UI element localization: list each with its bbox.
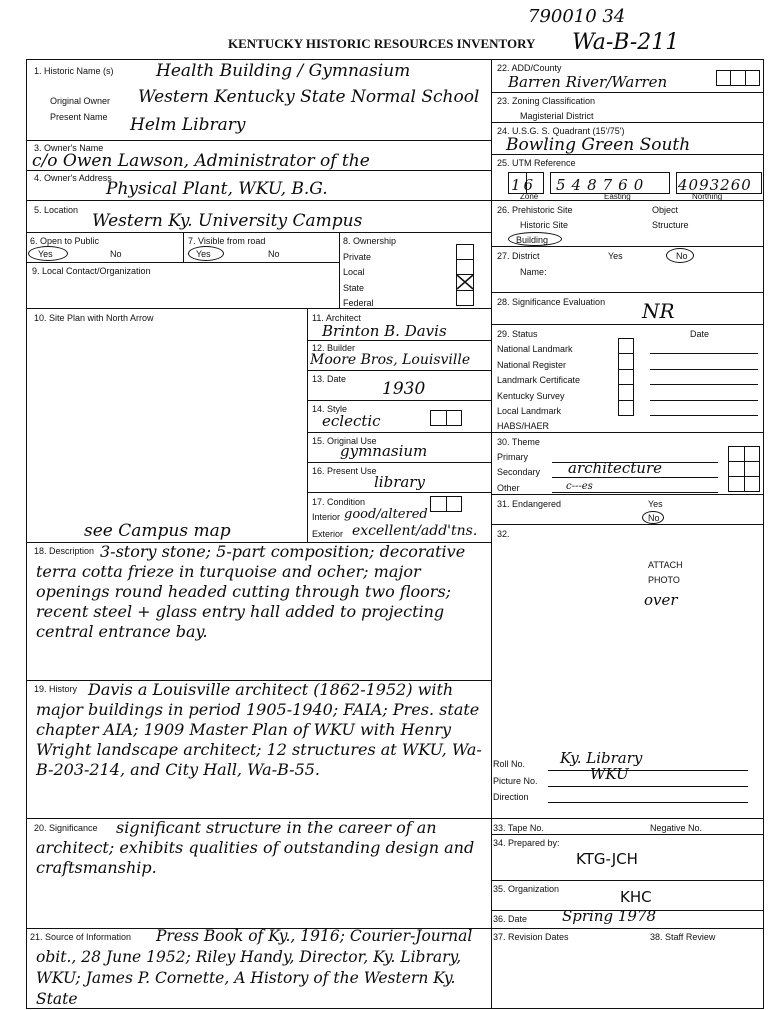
theme-primary: Primary	[497, 452, 528, 462]
rule	[618, 369, 634, 370]
rule	[618, 400, 634, 401]
county-code-boxes	[716, 70, 760, 86]
theme-secondary-value: architecture	[568, 459, 663, 477]
rule	[446, 496, 447, 512]
roll-no-value: Ky. Library	[560, 749, 643, 767]
rule	[491, 494, 764, 495]
site-plan-label: 10. Site Plan with North Arrow	[34, 313, 154, 323]
present-name-label: Present Name	[50, 112, 108, 122]
present-use-label: 16. Present Use	[312, 466, 377, 476]
endangered-label: 31. Endangered	[497, 499, 562, 509]
site-plan-note: see Campus map	[84, 521, 231, 541]
status-local-landmark: Local Landmark	[497, 406, 562, 416]
open-to-public-label: 6. Open to Public	[30, 236, 100, 246]
form-title: KENTUCKY HISTORIC RESOURCES INVENTORY	[228, 36, 536, 51]
rule	[456, 290, 474, 291]
original-owner-value: Western Kentucky State Normal School	[138, 87, 480, 107]
prehistoric-site-label: 26. Prehistoric Site	[497, 205, 573, 215]
present-name-value: Helm Library	[130, 115, 246, 135]
significance-eval-label: 28. Significance Evaluation	[497, 297, 606, 307]
location-label: 5. Location	[34, 205, 79, 215]
rule	[307, 492, 491, 493]
ownership-federal: Federal	[343, 298, 374, 308]
rule	[650, 353, 758, 354]
source-label: 21. Source of Information	[30, 932, 132, 942]
rule	[183, 232, 184, 262]
style-value: eclectic	[322, 412, 381, 430]
photo-over-note: over	[644, 591, 678, 609]
owners-name-label: 3. Owner's Name	[34, 143, 104, 153]
rule	[728, 461, 760, 462]
original-use-label: 15. Original Use	[312, 436, 377, 446]
rule	[730, 70, 731, 86]
magisterial-label: Magisterial District	[520, 111, 594, 121]
rule	[728, 476, 760, 477]
rule	[456, 259, 474, 260]
district-yes: Yes	[608, 251, 623, 261]
picture-no-label: Picture No.	[493, 776, 538, 786]
rule	[307, 400, 491, 401]
historic-site-label: Historic Site	[520, 220, 569, 230]
historic-name-value: Health Building / Gymnasium	[156, 61, 411, 81]
owners-address-value: Physical Plant, WKU, B.G.	[106, 179, 328, 199]
status-national-register: National Register	[497, 360, 567, 370]
status-habs-haer: HABS/HAER	[497, 421, 550, 431]
visible-no: No	[268, 249, 280, 259]
utm-northing-value: 4093260	[678, 176, 752, 194]
rule	[26, 140, 491, 141]
negative-no-label: Negative No.	[650, 823, 703, 833]
rule	[548, 802, 748, 803]
revision-dates-label: 37. Revision Dates	[493, 932, 569, 942]
utm-label: 25. UTM Reference	[497, 158, 576, 168]
rule	[650, 415, 758, 416]
open-yes: Yes	[38, 249, 53, 259]
condition-label: 17. Condition	[312, 497, 366, 507]
easting-label: Easting	[604, 192, 631, 201]
location-value: Western Ky. University Campus	[92, 211, 363, 231]
rule	[650, 384, 758, 385]
prepared-by-label: 34. Prepared by:	[493, 838, 560, 848]
utm-easting-value: 548760	[556, 176, 650, 194]
rule	[548, 786, 748, 787]
tape-no-label: 33. Tape No.	[493, 823, 544, 833]
column-divider	[491, 59, 492, 1009]
exterior-value: excellent/add'tns.	[352, 523, 478, 539]
interior-label: Interior	[312, 512, 341, 522]
zone-label: Zone	[520, 192, 539, 201]
theme-other-value: c---es	[566, 481, 593, 492]
architect-label: 11. Architect	[312, 313, 361, 323]
rule	[26, 200, 491, 201]
rule	[491, 324, 764, 325]
utm-zone-value: 16	[511, 176, 537, 194]
rule	[307, 308, 308, 542]
usgs-quadrant-label: 24. U.S.G. S. Quadrant (15'/75')	[497, 126, 625, 136]
picture-no-value: WKU	[590, 765, 629, 783]
rule	[491, 524, 764, 525]
date-value: 1930	[382, 379, 426, 399]
interior-value: good/altered	[344, 507, 428, 522]
ownership-private: Private	[343, 252, 372, 262]
rule	[26, 232, 491, 233]
state-check-x-icon	[456, 274, 474, 290]
organization-label: 35. Organization	[493, 884, 560, 894]
local-contact-label: 9. Local Contact/Organization	[32, 266, 151, 276]
rule	[307, 340, 491, 341]
add-county-label: 22. ADD/County	[497, 63, 562, 73]
significance-label: 20. Significance	[34, 823, 98, 833]
rule	[491, 818, 764, 819]
rule	[618, 353, 634, 354]
owners-address-label: 4. Owner's Address	[34, 173, 112, 183]
rule	[491, 246, 764, 247]
rule	[307, 462, 491, 463]
usgs-quadrant-value: Bowling Green South	[506, 135, 691, 155]
status-kentucky-survey: Kentucky Survey	[497, 391, 565, 401]
status-label: 29. Status	[497, 329, 538, 339]
attach-text: ATTACH	[648, 560, 683, 570]
style-label: 14. Style	[312, 404, 348, 414]
history-label: 19. History	[34, 684, 78, 694]
visible-yes: Yes	[196, 249, 211, 259]
builder-label: 12. Builder	[312, 343, 356, 353]
object-label: Object	[652, 205, 679, 215]
roll-no-label: Roll No.	[493, 759, 526, 769]
visible-from-road-label: 7. Visible from road	[188, 236, 266, 246]
photo-text: PHOTO	[648, 575, 680, 585]
rule	[307, 370, 491, 371]
theme-label: 30. Theme	[497, 437, 540, 447]
rule	[491, 834, 764, 835]
history-value: Davis a Louisville architect (1862-1952) with major buildings in period 1905-1940; FAIA; Pres. state chapter AIA; 1909 Master Plan of WKU with Henry Wright landscape architect; 12 structures at WKU, Wa-B-203-214, and City Hall, Wa-B-55.	[36, 680, 482, 779]
district-no: No	[676, 251, 688, 261]
site-number: Wa-B-211	[572, 30, 680, 55]
rule	[491, 122, 764, 123]
staff-review-label: 38. Staff Review	[650, 932, 716, 942]
exterior-label: Exterior	[312, 529, 344, 539]
status-checkboxes	[618, 338, 634, 416]
rule	[650, 400, 758, 401]
ownership-label: 8. Ownership	[343, 236, 397, 246]
rule	[618, 384, 634, 385]
significance-eval-value: NR	[642, 299, 675, 323]
organization-value: KHC	[620, 888, 652, 906]
rule	[491, 928, 764, 929]
date-label: 13. Date	[312, 374, 347, 384]
rule	[491, 432, 764, 433]
open-no: No	[110, 249, 122, 259]
description-label: 18. Description	[34, 546, 95, 556]
direction-label: Direction	[493, 792, 529, 802]
historic-name-label: 1. Historic Name (s)	[34, 66, 114, 76]
architect-value: Brinton B. Davis	[322, 322, 447, 340]
rule	[26, 262, 339, 263]
present-use-value: library	[374, 473, 425, 491]
description-value: 3-story stone; 5-part composition; decorative terra cotta frieze in turquoise and ocher; major openings round headed cutting through two floors; recent steel + glass entry hall added to projecting central entrance bay.	[36, 542, 466, 641]
rule	[26, 308, 491, 309]
rule	[491, 92, 764, 93]
status-date-label: Date	[690, 329, 710, 339]
significance-value: significant structure in the career of an architect; exhibits qualities of outstanding design and craftsmanship.	[36, 818, 475, 877]
rule	[491, 880, 764, 881]
structure-label: Structure	[652, 220, 689, 230]
zoning-label: 23. Zoning Classification	[497, 96, 596, 106]
rule	[744, 446, 745, 492]
ownership-state: State	[343, 283, 365, 293]
owners-name-value: c/o Owen Lawson, Administrator of the	[32, 151, 370, 171]
rule	[491, 292, 764, 293]
district-name-label: Name:	[520, 267, 547, 277]
rule	[446, 410, 447, 426]
status-landmark-certificate: Landmark Certificate	[497, 375, 581, 385]
building-label: Building	[516, 235, 549, 245]
rule	[745, 70, 746, 86]
source-value: Press Book of Ky., 1916; Courier-Journal obit., 28 June 1952; Riley Handy, Director, Ky. Library, WKU; James P. Cornette, A History of the Western Ky. State	[36, 927, 473, 1008]
theme-other: Other	[497, 483, 520, 493]
endangered-no: No	[648, 513, 660, 523]
rule	[650, 369, 758, 370]
prep-date-label: 36. Date	[493, 914, 528, 924]
original-owner-label: Original Owner	[50, 96, 111, 106]
form-number: 790010 34	[528, 6, 626, 27]
northing-label: Northing	[692, 192, 723, 201]
prepared-by-value: KTG-JCH	[576, 850, 638, 868]
district-label: 27. District	[497, 251, 540, 261]
rule	[307, 432, 491, 433]
rule	[548, 770, 748, 771]
endangered-yes: Yes	[648, 499, 663, 509]
theme-secondary: Secondary	[497, 467, 541, 477]
photo-section-label: 32.	[497, 529, 510, 539]
prep-date-value: Spring 1978	[562, 907, 657, 925]
add-county-value: Barren River/Warren	[508, 73, 668, 91]
ownership-local: Local	[343, 267, 365, 277]
builder-value: Moore Bros, Louisville	[310, 352, 471, 368]
rule	[339, 232, 340, 308]
status-national-landmark: National Landmark	[497, 344, 573, 354]
original-use-value: gymnasium	[340, 442, 428, 460]
